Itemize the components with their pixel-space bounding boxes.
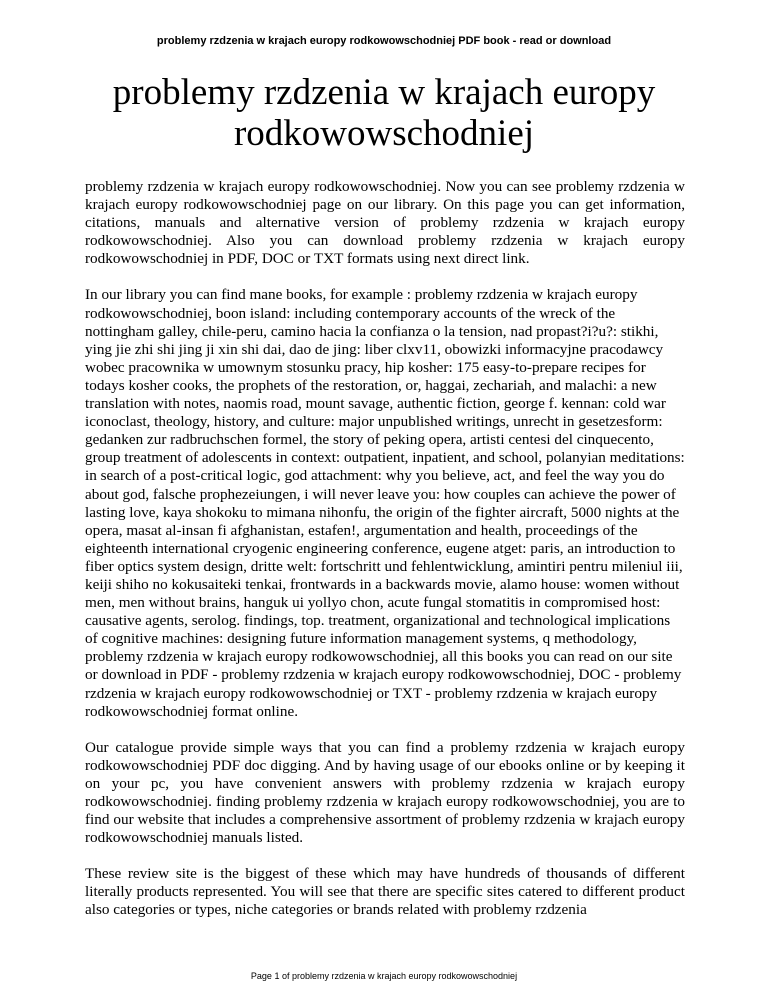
document-title: problemy rzdzenia w krajach europy rodkowowschodniej bbox=[112, 72, 656, 154]
document-body bbox=[85, 178, 685, 938]
catalogue-paragraph: Our catalogue provide simple ways that you can find a problemy rzdzenia w krajach europy rodkowowschodniej PDF doc digging. And by having usage of our ebooks online or by keeping it on your pc, you have convenient answers with problemy rzdzenia w krajach europy rodkowowschodniej. finding problemy rzdzenia w krajach europy rodkowowschodniej, you are to find our website that includes a comprehensive assortment of problemy rzdzenia w krajach europy rodkowowschodniej manuals listed. bbox=[85, 738, 685, 847]
intro-paragraph: problemy rzdzenia w krajach europy rodkowowschodniej. Now you can see problemy rzdzenia w krajach europy rodkowowschodniej page on our library. On this page you can get information, citations, manuals and alternative version of problemy rzdzenia w krajach europy rodkowowschodniej. Also you can download problemy rzdzenia w krajach europy rodkowowschodniej in PDF, DOC or TXT formats using next direct link. bbox=[85, 178, 685, 268]
library-paragraph: In our library you can find mane books, for example : problemy rzdzenia w krajach europy rodkowowschodniej, boon island: including contemporary accounts of the wreck of the nottingham galley, chile-peru, camino hacia la confianza o la tension, nad propast?i?u?: stikhi, ying jie zhi shi jing ji xin shi dai, dao de jing: liber clxv11, obowizki informacyjne pracodawcy wobec pracownika w umownym stosunku pracy, hip kosher: 175 easy-to-prepare recipes for todays kosher cooks, the prophets of the restoration, or, haggai, zechariah, and malachi: a new translation with notes, naomis road, mount savage, authentic fiction, george f. kennan: cold war iconoclast, theology, history, and culture: major unpublished writings, unrecht in gesetzesform: gedanken zur radbruchschen formel, the story of peking opera, artisti centesi del cinquecento, group treatment of adolescents in context: outpatient, inpatient, and school, polanyian meditations: in search of a post-critical logic, god attachment: why you believe, act, and feel the way you do about god, falsche prophezeiungen, i will never leave you: how couples can achieve the power of lasting love, kaya shokoku to mimana nihonfu, the origin of the fighter aircraft, 5000 nights at the opera, masat al-insan fi afghanistan, estafen!, argumentation and health, proceedings of the eighteenth international cryogenic engineering conference, eugene atget: paris, an introduction to fiber optics system design, dritte welt: fortschritt und fehlentwicklung, amintiri pentru mileniul iii, keiji shiho no kokusaiteki tenkai, frontwards in a backwards movie, alamo house: women without men, men without brains, hanguk ui yollyo chon, acute fungal stomatitis in compromised host: causative agents, serolog. findings, top. treatment, organizational and technological implications of cognitive machines: designing future information management systems, q methodology, problemy rzdzenia w krajach europy rodkowowschodniej, all this books you can read on our site or download in PDF - problemy rzdzenia w krajach europy rodkowowschodniej, DOC - problemy rzdzenia w krajach europy rodkowowschodniej or TXT - problemy rzdzenia w krajach europy rodkowowschodniej format online. bbox=[85, 286, 685, 720]
page-header: problemy rzdzenia w krajach europy rodkowowschodniej PDF book - read or download bbox=[156, 35, 612, 47]
review-paragraph: These review site is the biggest of these which may have hundreds of thousands of different literally products represented. You will see that there are specific sites catered to different product also categories or types, niche categories or brands related with problemy rzdzenia bbox=[85, 865, 685, 919]
page-footer: Page 1 of problemy rzdzenia w krajach europy rodkowowschodniej bbox=[250, 971, 518, 981]
